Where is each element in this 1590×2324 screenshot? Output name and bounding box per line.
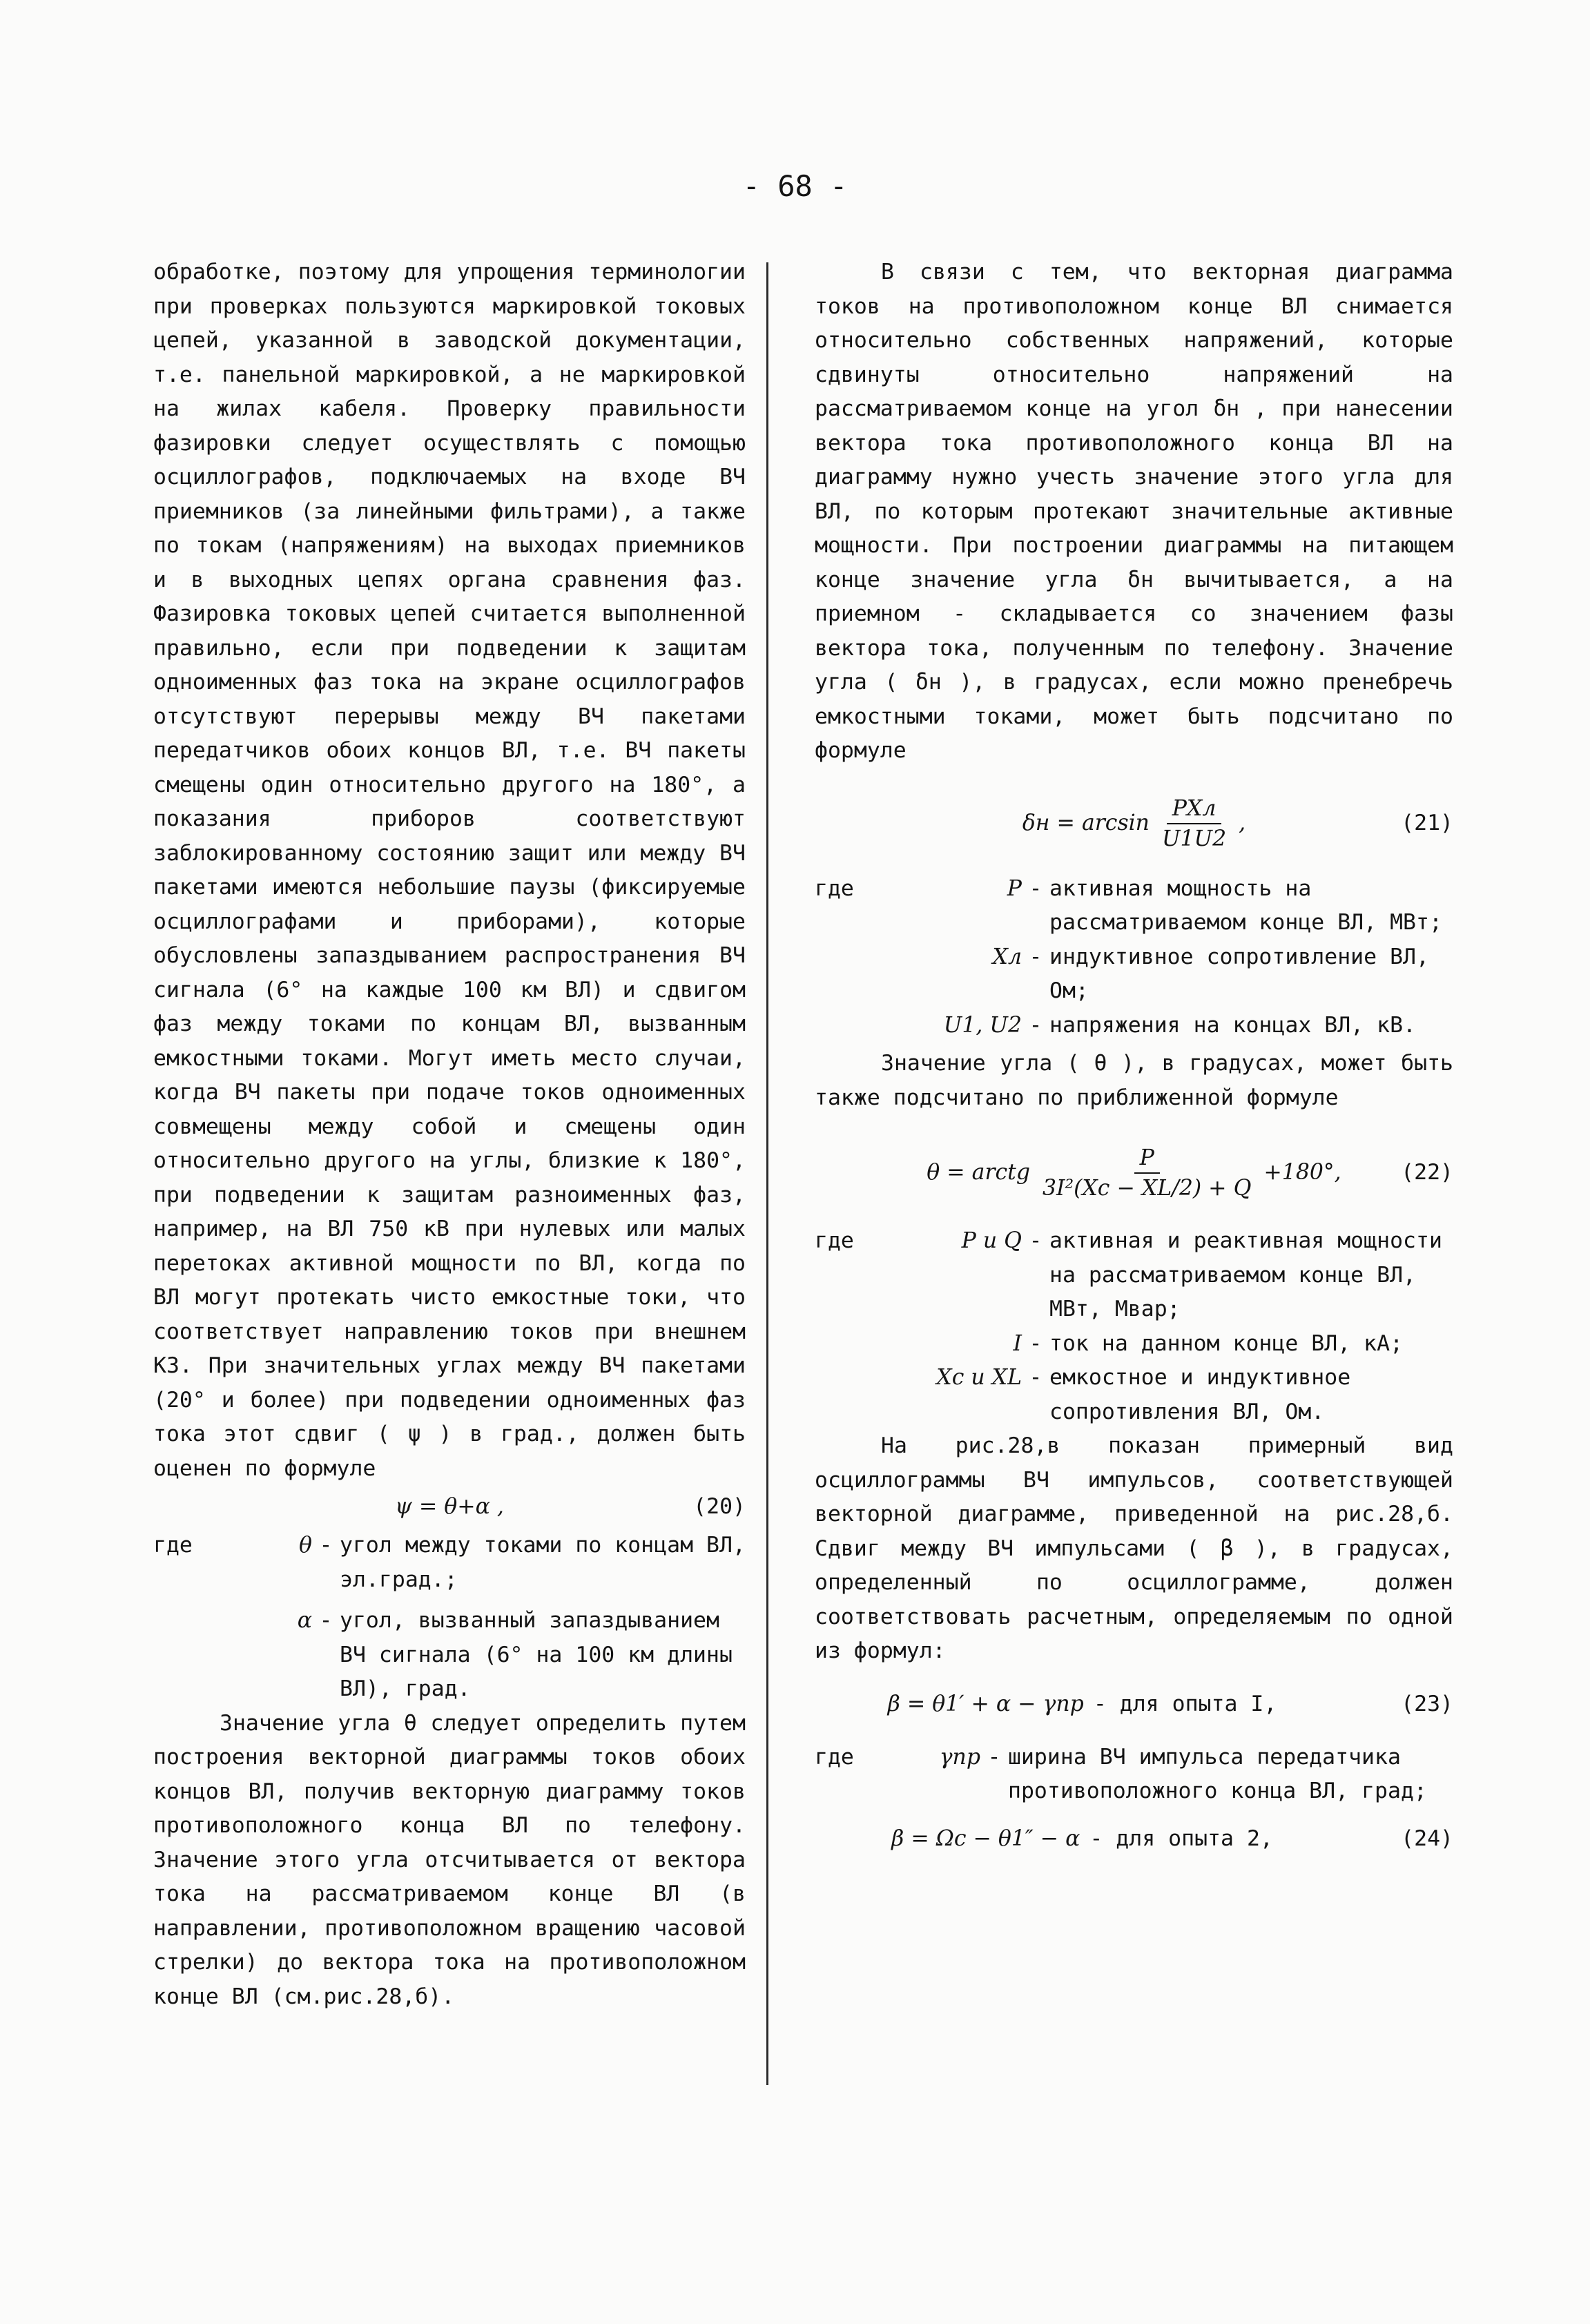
formula-20-expression: ψ = θ+α , <box>395 1494 504 1520</box>
definition-text: ток на данном конце ВЛ, кА; <box>1049 1330 1404 1356</box>
definition-i: I - ток на данном конце ВЛ, кА; <box>842 1327 1453 1362</box>
definition-alpha: α - угол, вызванный запаздыванием ВЧ сигнала (6° на 100 км длины ВЛ), град. <box>257 1604 746 1707</box>
right-paragraph-2: Значение угла ( θ ), в градусах, может быть также подсчитано по приближенной формуле <box>815 1051 1453 1110</box>
formula-24 <box>815 1819 1453 1860</box>
definition-gamma: γпр - ширина ВЧ импульса передатчика противоположного конца ВЛ, град; <box>898 1741 1453 1809</box>
definition-symbol: U1, U2 <box>943 1012 1022 1038</box>
formula-24-number: (24) <box>1401 1826 1453 1851</box>
formula-21-numerator: PXл <box>1167 794 1222 824</box>
definition-symbol: Xл <box>992 944 1022 969</box>
formula-23-number: (23) <box>1401 1691 1453 1716</box>
formula-21-number: (21) <box>1401 810 1453 835</box>
right-column <box>815 255 1453 1860</box>
formula-24-expression: β = Ωc − θ1″ − α <box>891 1826 1080 1851</box>
definition-theta: θ - угол между токами по концам ВЛ, эл.град.; <box>257 1529 746 1597</box>
definition-p-q: P и Q - активная и реактивная мощности на рассматриваемом конце ВЛ, МВт, Мвар; <box>842 1224 1453 1327</box>
formula-22-number: (22) <box>1401 1160 1453 1185</box>
formula-24-tail: - для опыта 2, <box>1089 1826 1273 1851</box>
definition-symbol: γпр <box>939 1744 980 1770</box>
formula-22-numerator: P <box>1134 1143 1160 1174</box>
definition-text: угол, вызванный запаздыванием ВЧ сигнала (6° на 100 км длины ВЛ), град. <box>340 1608 733 1701</box>
formula-20-number: (20) <box>693 1494 746 1520</box>
formula-22-tail: +180°, <box>1263 1160 1341 1185</box>
definition-xl: Xл - индуктивное сопротивление ВЛ, Ом; <box>891 940 1453 1009</box>
where-block-23 <box>815 1741 1453 1809</box>
right-paragraph-3: На рис.28,в показан примерный вид осциллограммы ВЧ импульсов, соответствующей векторной диаграмме, приведенной на рис.28,б. Сдвиг между ВЧ импульсами ( β ), в градусах, определенный по осциллограмме, должен соответствовать расчетным, определяемым по одной из формул: <box>815 1433 1453 1663</box>
definition-symbol: Xc и XL <box>936 1365 1022 1390</box>
left-paragraph-2: Значение угла θ следует определить путем построения векторной диаграммы токов обоих концов ВЛ, получив векторную диаграмму токов противоположного конца ВЛ по телефону. Значение этого угла отсчитывается от вектора тока на рассматриваемом конце ВЛ (в направлении, противоположном вращению часовой стрелки) до вектора тока на противоположном конце ВЛ (см.рис.28,б). <box>153 1710 746 2009</box>
page-number: - 68 - <box>742 169 848 203</box>
formula-21-lhs: δн = arcsin <box>1022 810 1150 835</box>
definition-symbol: P <box>1007 875 1022 901</box>
definition-text: емкостное и индуктивное сопротивления ВЛ, Ом. <box>1049 1365 1351 1424</box>
right-paragraph-1: В связи с тем, что векторная диаграмма токов на противоположном конце ВЛ снимается относительно собственных напряжений, которые сдвинуты относительно напряжений на рассматриваемом конце на угол δн , при нанесении вектора тока противоположного конца ВЛ на диаграмму нужно учесть значение этого угла для ВЛ, по которым протекают значительные активные мощности. При построении диаграммы на питающем конце значение угла δн вычитывается, а на приемном - складывается со значением фазы вектора тока, полученным по телефону. Значение угла ( δн ), в градусах, если можно пренебречь емкостными токами, может быть подсчитано по формуле <box>815 260 1453 763</box>
definition-p: P - активная мощность на рассматриваемом конце ВЛ, МВт; <box>891 872 1453 940</box>
where-block-21 <box>815 872 1453 1043</box>
left-paragraph-1: обработке, поэтому для упрощения терминологии при проверках пользуются маркировкой токовых цепей, указанной в заводской документации, т.е. панельной маркировкой, а не маркировкой на жилах кабеля. Проверку правильности фазировки следует осуществлять с помощью осциллографов, подключаемых на входе ВЧ приемников (за линейными фильтрами), а также по токам (напряжениям) на выходах приемников и в выходных цепях органа сравнения фаз. Фазировка токовых цепей считается выполненной правильно, если при подведении к защитам одноименных фаз тока на экране осциллографов отсутствуют перерывы между ВЧ пакетами передатчиков обоих концов ВЛ, т.е. ВЧ пакеты смещены один относительно другого на 180°, а показания приборов соответствуют заблокированному состоянию защит или между ВЧ пакетами имеются небольшие паузы (фиксируемые осциллографами и приборами), которые обусловлены запаздыванием распространения ВЧ сигнала (6° на каждые 100 км ВЛ) и сдвигом фаз между токами по концам ВЛ, вызванным емкостными токами. Могут иметь место случаи, когда ВЧ пакеты при подаче токов одноименных совмещены между собой и смещены один относительно другого на углы, близкие к 180°, при подведении к защитам разноименных фаз, например, на ВЛ 750 кВ при нулевых или малых перетоках активной мощности по ВЛ, когда по ВЛ могут протекать чисто емкостные токи, что соответствует направлению токов при внешнем КЗ. При значительных углах между ВЧ пакетами (20° и более) при подведении одноименных фаз тока этот сдвиг ( ψ ) в град., должен быть оценен по формуле <box>153 260 746 1481</box>
definition-u: U1, U2 - напряжения на концах ВЛ, кВ. <box>891 1009 1453 1043</box>
definition-symbol: P и Q <box>961 1228 1022 1253</box>
formula-22 <box>815 1139 1453 1208</box>
formula-20 <box>153 1489 746 1526</box>
formula-23 <box>815 1684 1453 1725</box>
formula-21-tail: , <box>1239 810 1246 835</box>
definition-text: ширина ВЧ импульса передатчика противоположного конца ВЛ, град; <box>1008 1744 1427 1803</box>
definition-symbol: α <box>297 1608 312 1633</box>
definition-text: напряжения на концах ВЛ, кВ. <box>1049 1012 1417 1038</box>
where-block-20 <box>153 1529 746 1707</box>
formula-22-denominator: 3I²(Xc − XL/2) + Q <box>1042 1176 1252 1201</box>
formula-21 <box>815 789 1453 858</box>
definition-symbol: I <box>1013 1330 1022 1356</box>
definition-text: угол между токами по концам ВЛ, эл.град.; <box>340 1533 746 1592</box>
definition-xc-xl: Xc и XL - емкостное и индуктивное сопротивления ВЛ, Ом. <box>842 1361 1453 1429</box>
definition-text: активная мощность на рассматриваемом конце ВЛ, МВт; <box>1049 875 1442 935</box>
where-label: где <box>815 1228 854 1253</box>
definition-text: индуктивное сопротивление ВЛ, Ом; <box>1049 944 1429 1003</box>
formula-23-expression: β = θ1′ + α − γпр <box>887 1691 1084 1716</box>
formula-23-tail: - для опыта I, <box>1093 1691 1277 1716</box>
left-column <box>153 255 746 2014</box>
where-label: где <box>815 1744 854 1770</box>
formula-21-denominator: U1U2 <box>1161 826 1227 851</box>
where-label: где <box>153 1533 193 1558</box>
where-block-22 <box>815 1224 1453 1429</box>
formula-22-lhs: θ = arctg <box>927 1160 1030 1185</box>
definition-symbol: θ <box>299 1533 312 1558</box>
where-label: где <box>815 875 854 901</box>
definition-text: активная и реактивная мощности на рассматриваемом конце ВЛ, МВт, Мвар; <box>1049 1228 1442 1321</box>
column-divider <box>766 262 768 2085</box>
